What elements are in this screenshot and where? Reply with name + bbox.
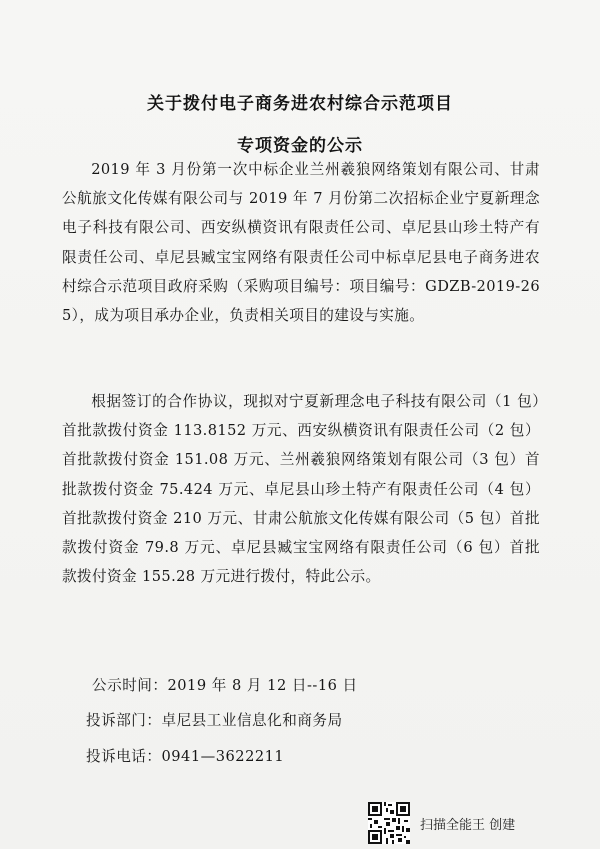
notice-time-label: 公示时间： <box>92 677 168 694</box>
paragraph-fund-allocation: 根据签订的合作协议，现拟对宁夏新理念电子科技有限公司（1 包）首批款拨付资金 113.8152 万元、西安纵横资讯有限责任公司（2 包）首批款拨付资金 151.08 万元、兰州羲狼网络策划有限公司（3 包）首批款拨付资金 75.424 万元、卓尼县山珍土特产有限责任公司（4 包）首批款拨付资金 210 万元、甘肃公航旅文化传媒有限公司（5 包）首批款拨付资金 79.8 万元、卓尼县臧宝宝网络有限责任公司（6 包）首批款拨付资金 155.28 万元进行拨付，特此公示。 <box>62 393 540 586</box>
qr-code-icon <box>368 802 410 844</box>
paragraph-winning-bidders: 2019 年 3 月份第一次中标企业兰州羲狼网络策划有限公司、甘肃公航旅文化传媒有限公司与 2019 年 7 月份第二次招标企业宁夏新理念电子科技有限公司、西安纵横资讯有限责任公司、卓尼县山珍土特产有限责任公司、卓尼县臧宝宝网络有限责任公司中标卓尼县电子商务进农村综合示范项目政府采购（采购项目编号：项目编号：GDZB-2019-265），成为项目承办企业，负责相关项目的建设与实施。 <box>62 161 540 325</box>
complaint-dept-line <box>86 709 343 730</box>
complaint-phone-label: 投诉电话： <box>86 748 162 765</box>
complaint-dept-label: 投诉部门： <box>86 712 162 729</box>
scanner-watermark-text: 扫描全能王 创建 <box>420 818 516 833</box>
document-title-line-2: 专项资金的公示 <box>237 136 363 156</box>
document-title-line-1: 关于拨付电子商务进农村综合示范项目 <box>147 94 453 114</box>
complaint-phone-value: 0941—3622211 <box>161 748 285 765</box>
notice-time-value: 2019 年 8 月 12 日--16 日 <box>167 677 358 694</box>
complaint-dept-value: 卓尼县工业信息化和商务局 <box>161 712 343 729</box>
complaint-phone-line <box>86 745 284 766</box>
notice-time-line <box>92 674 358 695</box>
